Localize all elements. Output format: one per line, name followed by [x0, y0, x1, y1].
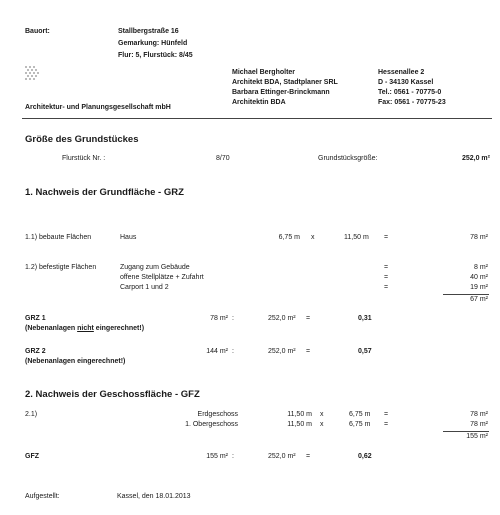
row-12-equals-1: =	[384, 264, 389, 271]
gfz-row-1-name: Erdgeschoss	[197, 411, 238, 418]
header-divider	[22, 118, 492, 119]
grz2-numerator: 144 m²	[206, 348, 228, 355]
gfz-row-label: 2.1)	[25, 411, 38, 418]
grz2-equals: =	[306, 348, 311, 355]
person-line-2: Architekt BDA, Stadtplaner SRL	[232, 79, 338, 86]
row-11-times: x	[311, 234, 315, 241]
flurstueck-value: 8/70	[216, 155, 230, 162]
firm-name: Architektur- und Planungsgesellschaft mbH	[25, 104, 171, 111]
row-11-factor-a: 6,75 m	[278, 234, 300, 241]
row-11-item: Haus	[120, 234, 137, 241]
grz1-equals: =	[306, 315, 311, 322]
gfz-row-2-times: x	[320, 421, 324, 428]
gfz-row-1-factor-b: 6,75 m	[349, 411, 371, 418]
grundstuecksgroesse-value: 252,0 m²	[461, 155, 490, 162]
gfz-equals: =	[306, 453, 311, 460]
grz2-label: GRZ 2	[25, 348, 46, 355]
row-12-sum-line	[443, 294, 489, 295]
contact-fax: Fax: 0561 - 70775-23	[378, 99, 446, 106]
row-12-value-1: 8 m²	[474, 264, 488, 271]
bauort-label: Bauort:	[25, 28, 50, 35]
grz1-denominator: 252,0 m²	[268, 315, 296, 322]
grundstuecksgroesse-label: Grundstücksgröße:	[318, 155, 378, 162]
row-12-equals-2: =	[384, 274, 389, 281]
gfz-result: 0,62	[358, 453, 372, 460]
grz1-label: GRZ 1	[25, 315, 46, 322]
gfz-row-1-equals: =	[384, 411, 389, 418]
gfz-denominator: 252,0 m²	[268, 453, 296, 460]
grz2-divide: :	[232, 348, 234, 355]
gfz-divide: :	[232, 453, 234, 460]
grz1-result: 0,31	[358, 315, 372, 322]
row-11-result: 78 m²	[470, 234, 488, 241]
flurstueck-label: Flurstück Nr. :	[62, 155, 106, 162]
row-12-item-2: offene Stellplätze + Zufahrt	[120, 274, 204, 281]
row-11-factor-b: 11,50 m	[344, 234, 369, 241]
person-line-4: Architektin BDA	[232, 99, 286, 106]
row-12-label: 1.2) befestigte Flächen	[25, 264, 97, 271]
section-title-grundstueck: Größe des Grundstückes	[25, 134, 139, 145]
aufgestellt-value: Kassel, den 18.01.2013	[117, 493, 191, 500]
gfz-row-1-times: x	[320, 411, 324, 418]
grz2-denominator: 252,0 m²	[268, 348, 296, 355]
address-line-1: Stallbergstraße 16	[118, 28, 179, 35]
section-title-gfz: 2. Nachweis der Geschossfläche - GFZ	[25, 389, 200, 400]
grz1-note: (Nebenanlagen nicht eingerechnet!)	[25, 325, 145, 332]
row-12-total: 67 m²	[470, 296, 488, 303]
section-title-grz: 1. Nachweis der Grundfläche - GRZ	[25, 187, 184, 198]
gfz-numerator: 155 m²	[206, 453, 228, 460]
gfz-row-2-factor-b: 6,75 m	[349, 421, 371, 428]
grz1-divide: :	[232, 315, 234, 322]
gfz-total: 155 m²	[466, 433, 488, 440]
gfz-sum-line	[443, 431, 489, 432]
gfz-row-1-factor-a: 11,50 m	[287, 411, 312, 418]
aufgestellt-label: Aufgestellt:	[25, 493, 60, 500]
person-line-3: Barbara Ettinger-Brinckmann	[232, 89, 330, 96]
grz2-result: 0,57	[358, 348, 372, 355]
firm-logo-icon	[25, 66, 47, 82]
contact-city: D - 34130 Kassel	[378, 79, 434, 86]
gfz-row-2-name: 1. Obergeschoss	[185, 421, 238, 428]
row-12-item-1: Zugang zum Gebäude	[120, 264, 190, 271]
grz2-note: (Nebenanlagen eingerechnet!)	[25, 358, 126, 365]
row-12-equals-3: =	[384, 284, 389, 291]
contact-phone: Tel.: 0561 - 70775-0	[378, 89, 442, 96]
grz1-numerator: 78 m²	[210, 315, 228, 322]
gfz-label: GFZ	[25, 453, 39, 460]
gfz-row-2-factor-a: 11,50 m	[287, 421, 312, 428]
address-line-3: Flur: 5, Flurstück: 8/45	[118, 52, 193, 59]
row-12-value-2: 40 m²	[470, 274, 488, 281]
address-line-2: Gemarkung: Hünfeld	[118, 40, 188, 47]
row-11-label: 1.1) bebaute Flächen	[25, 234, 92, 241]
row-12-item-3: Carport 1 und 2	[120, 284, 169, 291]
row-11-equals: =	[384, 234, 389, 241]
gfz-row-2-value: 78 m²	[470, 421, 488, 428]
row-12-value-3: 19 m²	[470, 284, 488, 291]
contact-street: Hessenallee 2	[378, 69, 425, 76]
gfz-row-1-value: 78 m²	[470, 411, 488, 418]
gfz-row-2-equals: =	[384, 421, 389, 428]
person-line-1: Michael Bergholter	[232, 69, 296, 76]
